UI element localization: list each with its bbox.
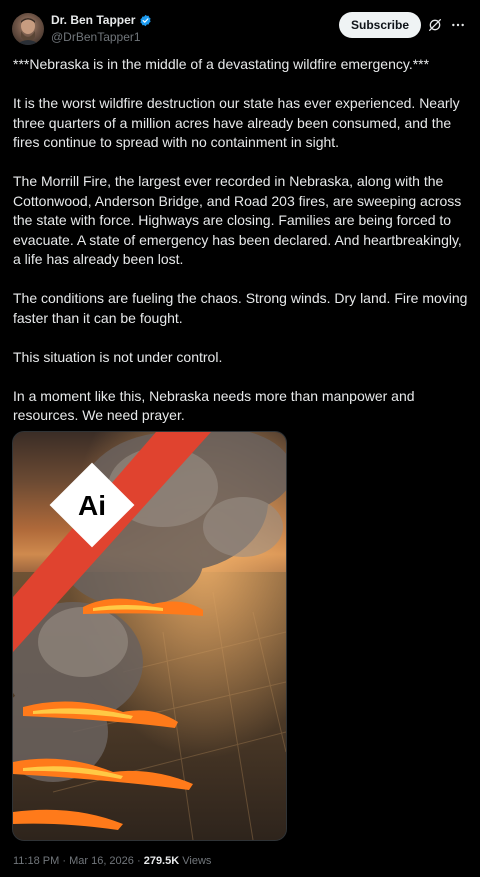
avatar-image [12, 13, 44, 45]
author-display-name[interactable]: Dr. Ben Tapper [51, 13, 136, 27]
verified-badge-icon [139, 14, 152, 27]
meta-separator: · [136, 855, 141, 867]
post-header [0, 0, 480, 56]
post-paragraph: The conditions are fueling the chaos. Strong winds. Dry land. Fire moving faster than it can be fought. [13, 290, 468, 326]
author-handle[interactable]: @DrBenTapper1 [51, 30, 141, 44]
post-paragraph: This situation is not under control. [13, 348, 223, 365]
views-count[interactable]: 279.5K [143, 855, 180, 867]
post-date[interactable]: Mar 16, 2026 [69, 855, 134, 867]
avatar[interactable] [12, 13, 44, 45]
post-time[interactable]: 11:18 PM [13, 855, 60, 867]
post-media-image[interactable] [12, 431, 287, 841]
wildfire-image [13, 432, 286, 840]
views-label: Views [182, 855, 212, 867]
post-paragraph: It is the worst wildfire destruction our state has ever experienced. Nearly three quarters of a million acres have already been consumed, and the fires continue to spread with no containment in sight. [13, 95, 460, 150]
meta-separator: · [62, 855, 67, 867]
ai-badge-text: Ai [78, 490, 106, 521]
more-icon[interactable] [450, 17, 466, 33]
post-meta [13, 855, 211, 867]
post-paragraph: ***Nebraska is in the middle of a devastating wildfire emergency.*** [13, 56, 430, 72]
author-name-row[interactable] [51, 13, 152, 27]
grok-icon[interactable] [427, 17, 443, 33]
post-paragraph: In a moment like this, Nebraska needs more than manpower and resources. We need prayer. [13, 387, 415, 423]
post-text [13, 55, 471, 426]
subscribe-button[interactable]: Subscribe [339, 12, 421, 38]
post-paragraph: The Morrill Fire, the largest ever recorded in Nebraska, along with the Cottonwood, Anderson Bridge, and Road 203 fires, are sweeping across the state with force. Highways are closing. Families are being forced to evacuate. A state of emergency has been declared. And heartbreakingly, a life has already been lost. [13, 173, 462, 267]
